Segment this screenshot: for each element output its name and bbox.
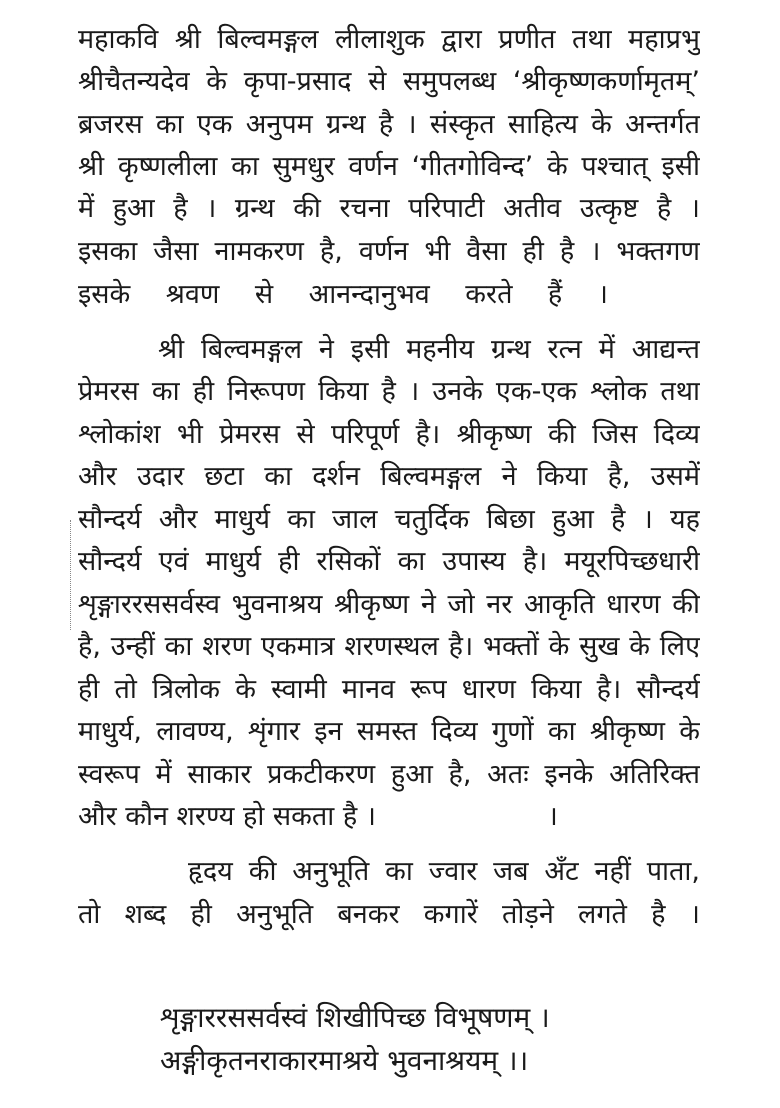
text-line: ब्रजरस का एक अनुपम ग्रन्थ है । संस्कृत साहित्य के अन्तर्गत <box>78 109 700 140</box>
text-line: श्री बिल्वमङ्गल ने इसी महनीय ग्रन्थ रत्न में आद्यन्त <box>158 334 700 365</box>
text-line: हृदय की अनुभूति का ज्वार जब अँट नहीं पाता, <box>188 856 700 887</box>
text-line: और उदार छटा का दर्शन बिल्वमङ्गल ने किया है, उसमें <box>78 461 700 492</box>
text-line: शृङ्गाररससर्वस्व भुवनाश्रय श्रीकृष्ण ने जो नर आकृति धारण की <box>78 589 700 620</box>
text-line: सौन्दर्य एवं माधुर्य ही रसिकों का उपास्य है। मयूरपिच्छधारी <box>78 546 700 577</box>
text-line: तो शब्द ही अनुभूति बनकर कगारें तोड़ने लगते है । <box>78 899 700 930</box>
text-line: प्रेमरस का ही निरूपण किया है । उनके एक-एक श्लोक तथा <box>78 376 700 407</box>
text-line: श्लोकांश भी प्रेमरस से परिपूर्ण है। श्रीकृष्ण की जिस दिव्य <box>78 419 700 450</box>
text-line: में हुआ है । ग्रन्थ की रचना परिपाटी अतीव उत्कृष्ट है । <box>78 193 700 224</box>
verse-line: शृङ्गाररससर्वस्वं शिखीपिच्छ विभूषणम् । <box>160 1001 550 1034</box>
text-line: महाकवि श्री बिल्वमङ्गल लीलाशुक द्वारा प्रणीत तथा महाप्रभु <box>78 24 700 55</box>
text-line: इसके श्रवण से आनन्दानुभव करते हैं । <box>78 279 608 310</box>
text-line: है, उन्हीं का शरण एकमात्र शरणस्थल है। भक्तों के सुख के लिए <box>78 631 700 662</box>
text-line: श्री कृष्णलीला का सुमधुर वर्णन ‘गीतगोविन्द’ के पश्चात् इसी <box>78 151 700 182</box>
text-line: श्रीचैतन्यदेव के कृपा-प्रसाद से समुपलब्ध ‘श्रीकृष्णकर्णामृतम्’ <box>78 66 700 97</box>
text-line: ही तो त्रिलोक के स्वामी मानव रूप धारण किया है। सौन्दर्य <box>78 674 700 705</box>
text-line: इसका जैसा नामकरण है, वर्णन भी वैसा ही है । भक्तगण <box>78 236 700 267</box>
text-line: और कौन शरण्य हो सकता है । । <box>78 801 558 832</box>
text-line: सौन्दर्य और माधुर्य का जाल चतुर्दिक बिछा हुआ है । यह <box>78 504 700 535</box>
margin-dots <box>70 520 73 630</box>
text-line: माधुर्य, लावण्य, शृंगार इन समस्त दिव्य गुणों का श्रीकृष्ण के <box>78 716 700 747</box>
text-line: स्वरूप में साकार प्रकटीकरण हुआ है, अतः इनके अतिरिक्त <box>78 759 700 790</box>
verse-line: अङ्गीकृतनराकारमाश्रये भुवनाश्रयम् ।। <box>160 1044 529 1077</box>
